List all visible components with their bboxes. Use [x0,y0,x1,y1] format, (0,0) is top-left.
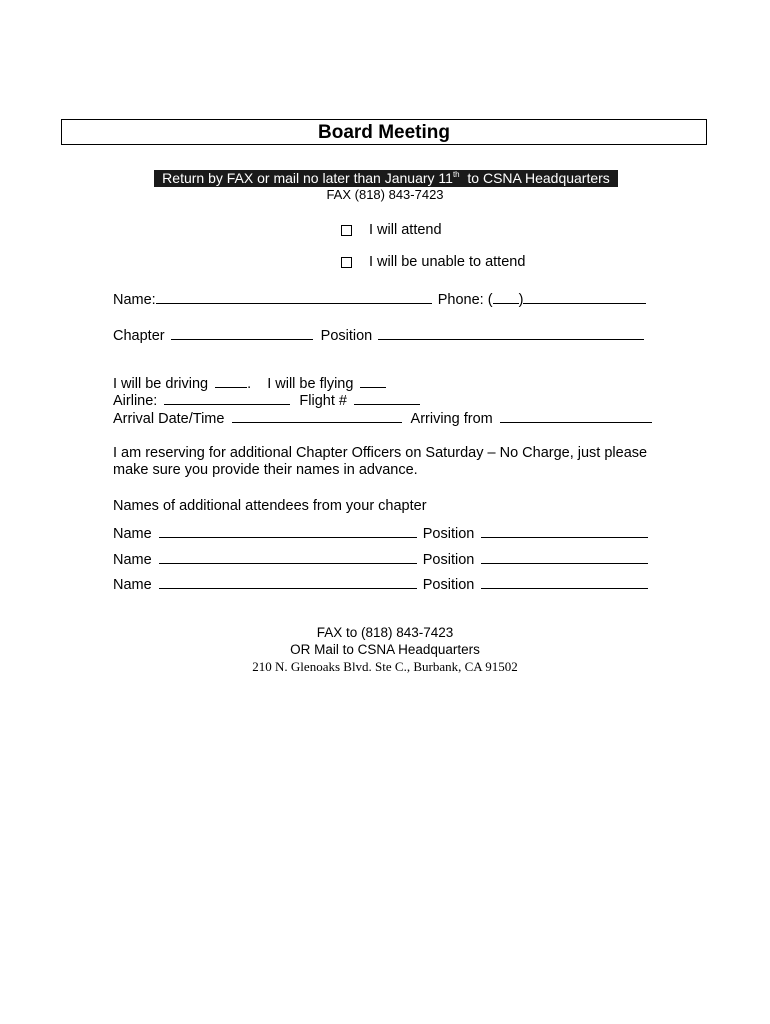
arrival-field[interactable] [232,409,402,423]
unable-label: I will be unable to attend [369,254,526,270]
attendee-name-field[interactable] [159,575,417,589]
chapter-field[interactable] [171,326,313,340]
page-title: Board Meeting [318,122,450,143]
fax-line: FAX (818) 843-7423 [326,187,444,202]
phone-field[interactable] [523,290,646,304]
checkbox-unable[interactable] [341,257,352,268]
airline-label: Airline: [113,393,158,409]
arriving-from-label: Arriving from [410,411,493,427]
flight-label: Flight # [299,393,347,409]
flying-field[interactable] [360,374,386,388]
attendee-name-field[interactable] [159,550,417,564]
banner-text-after: to CSNA Headquarters [459,170,610,186]
return-banner [154,170,618,187]
area-code-field[interactable] [493,290,519,304]
attendee-position-label: Position [422,577,475,593]
attendee-name-field[interactable] [159,524,417,538]
attendee-position-field[interactable] [481,575,648,589]
flight-field[interactable] [354,391,420,405]
attendee-position-field[interactable] [481,524,648,538]
name-label: Name: [113,292,156,308]
phone-label: Phone: ( [437,292,493,308]
unable-option[interactable] [341,254,525,270]
travel-mode-row [113,374,386,392]
position-label: Position [320,328,373,344]
attendee-row [113,524,648,542]
reserving-note: I am reserving for additional Chapter Officers on Saturday – No Charge, just please make sure you provide their names in advance. [113,445,648,478]
attend-label: I will attend [369,222,442,238]
attendee-position-label: Position [422,526,475,542]
title-box [61,119,707,145]
arrival-label: Arrival Date/Time [113,411,225,427]
footer-fax: FAX to (818) 843-7423 [316,625,454,640]
attendee-name-label: Name [113,552,152,568]
arriving-from-field[interactable] [500,409,652,423]
attendee-row [113,550,648,568]
banner-text: Return by FAX or mail no later than January 11 [162,170,453,186]
attendees-heading: Names of additional attendees from your chapter [113,498,427,514]
attendee-position-field[interactable] [481,550,648,564]
phone-close-paren: ) [518,292,524,308]
attendee-position-label: Position [422,552,475,568]
driving-period: . [247,376,252,392]
attendee-name-label: Name [113,526,152,542]
attendee-row [113,575,648,593]
attend-option[interactable] [341,222,442,238]
checkbox-attend[interactable] [341,225,352,236]
driving-label: I will be driving [113,376,209,392]
footer-address: 210 N. Glenoaks Blvd. Ste C., Burbank, CA 91502 [252,659,518,674]
position-field[interactable] [378,326,644,340]
footer-mail: OR Mail to CSNA Headquarters [290,642,480,657]
name-field[interactable] [156,290,432,304]
airline-row [113,391,420,409]
airline-field[interactable] [164,391,290,405]
flying-label: I will be flying [267,376,354,392]
chapter-label: Chapter [113,328,165,344]
name-phone-row [113,290,646,308]
arrival-row [113,409,652,427]
driving-field[interactable] [215,374,247,388]
attendee-name-label: Name [113,577,152,593]
chapter-position-row [113,326,644,344]
banner-superscript: th [452,170,460,179]
